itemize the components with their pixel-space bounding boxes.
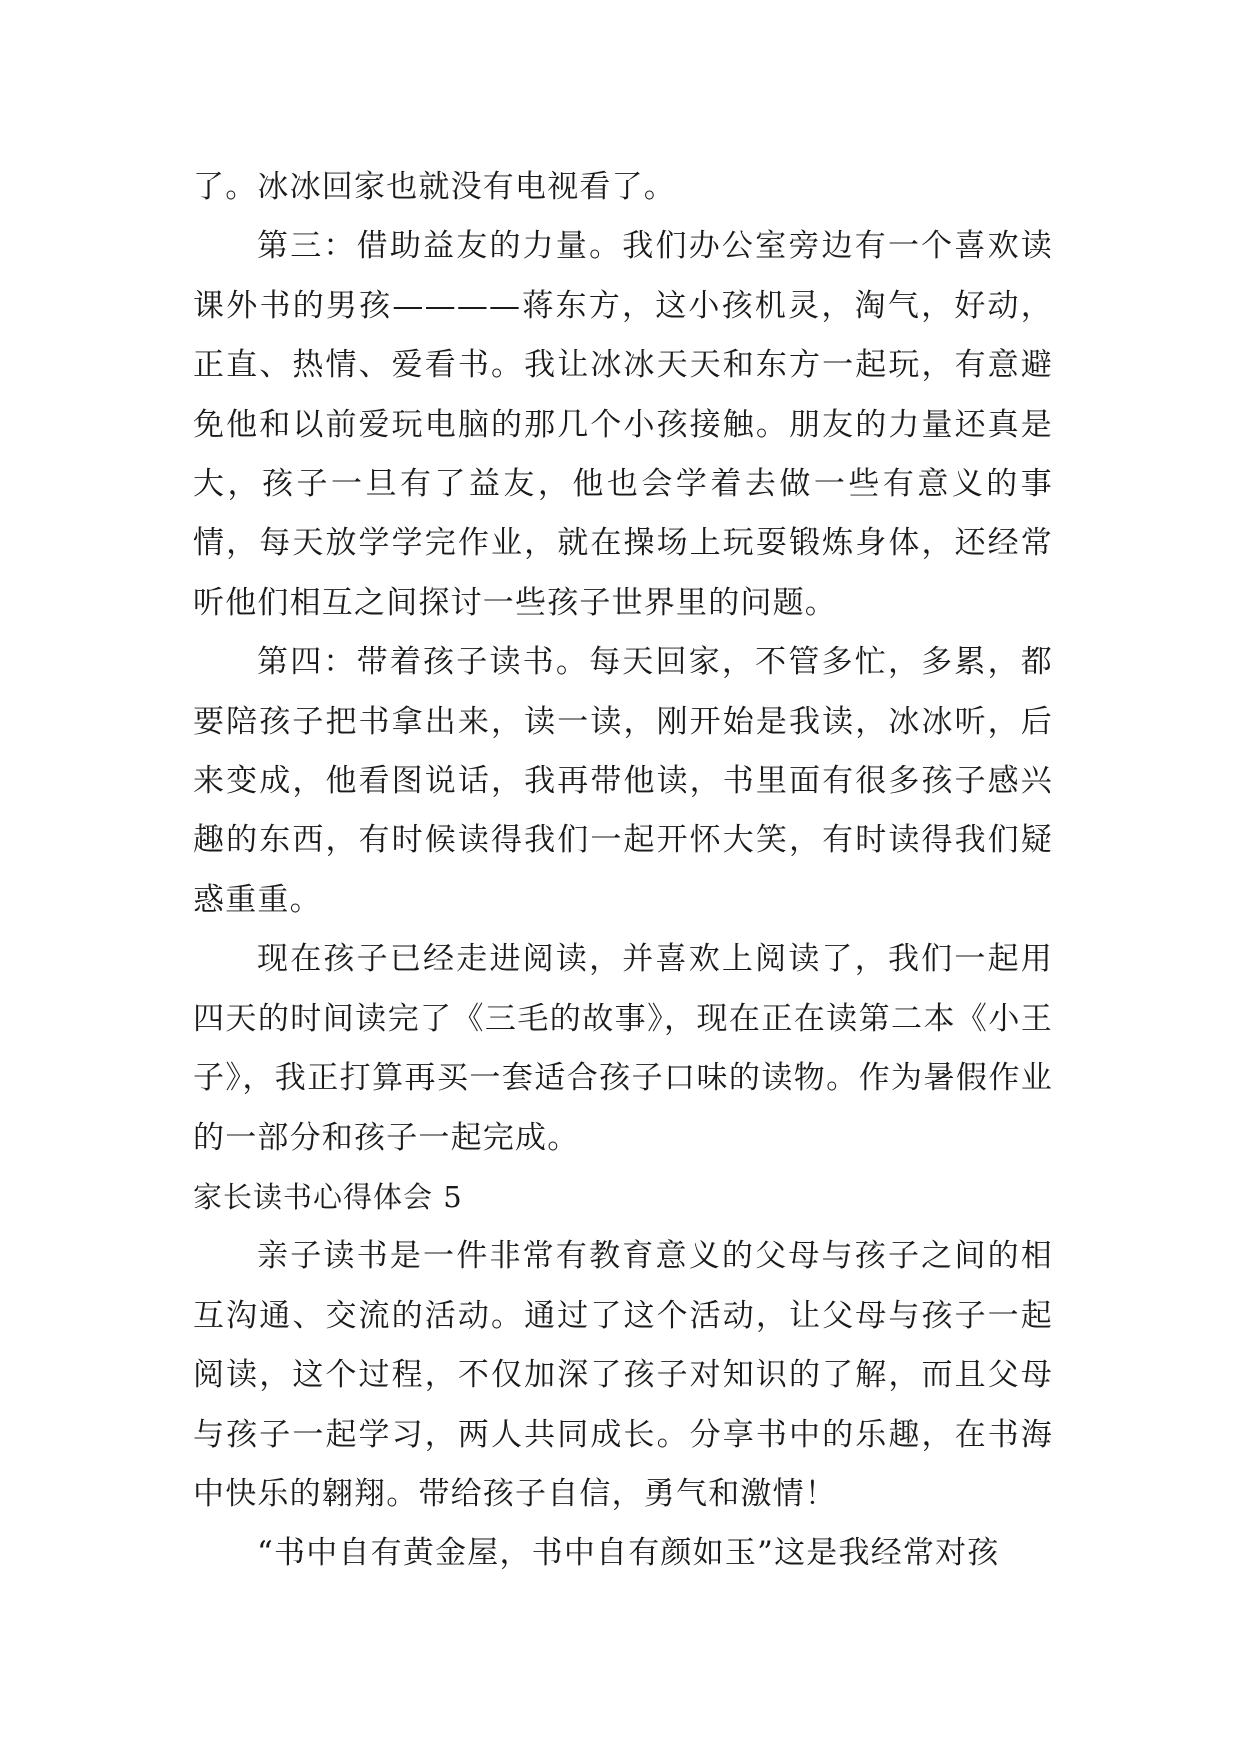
section-heading: 家长读书心得体会 5 — [193, 1179, 463, 1214]
paragraph-quote: “书中自有黄金屋，书中自有颜如玉”这是我经常对孩 — [257, 1535, 1000, 1572]
paragraph-fourth-point: 第四：带着孩子读书。每天回家，不管多忙，多累，都要陪孩子把书拿出来，读一读，刚开始是我读，冰冰听，后来变成，他看图说话，我再带他读，书里面有很多孩子感兴趣的东西，有时候读得我们一起开怀大笑，有时读得我们疑惑重重。 — [193, 644, 1053, 918]
paragraph-third-point: 第三：借助益友的力量。我们办公室旁边有一个喜欢读课外书的男孩————蒋东方，这小孩机灵，淘气，好动，正直、热情、爱看书。我让冰冰天天和东方一起玩，有意避免他和以前爱玩电脑的那几个小孩接触。朋友的力量还真是大，孩子一旦有了益友，他也会学着去做一些有意义的事情，每天放学学完作业，就在操场上玩耍锻炼身体，还经常听他们相互之间探讨一些孩子世界里的问题。 — [193, 228, 1053, 621]
document-body — [193, 158, 1053, 1584]
paragraph-parent-child-reading: 亲子读书是一件非常有教育意义的父母与孩子之间的相互沟通、交流的活动。通过了这个活动，让父母与孩子一起阅读，这个过程，不仅加深了孩子对知识的了解，而且父母与孩子一起学习，两人共同成长。分享书中的乐趣，在书海中快乐的翱翔。带给孩子自信，勇气和激情！ — [193, 1238, 1053, 1512]
paragraph-current-reading: 现在孩子已经走进阅读，并喜欢上阅读了，我们一起用四天的时间读完了《三毛的故事》，现在正在读第二本《小王子》，我正打算再买一套适合孩子口味的读物。作为暑假作业的一部分和孩子一起完成。 — [193, 941, 1053, 1156]
paragraph-continuation: 了。冰冰回家也就没有电视看了。 — [193, 169, 676, 205]
